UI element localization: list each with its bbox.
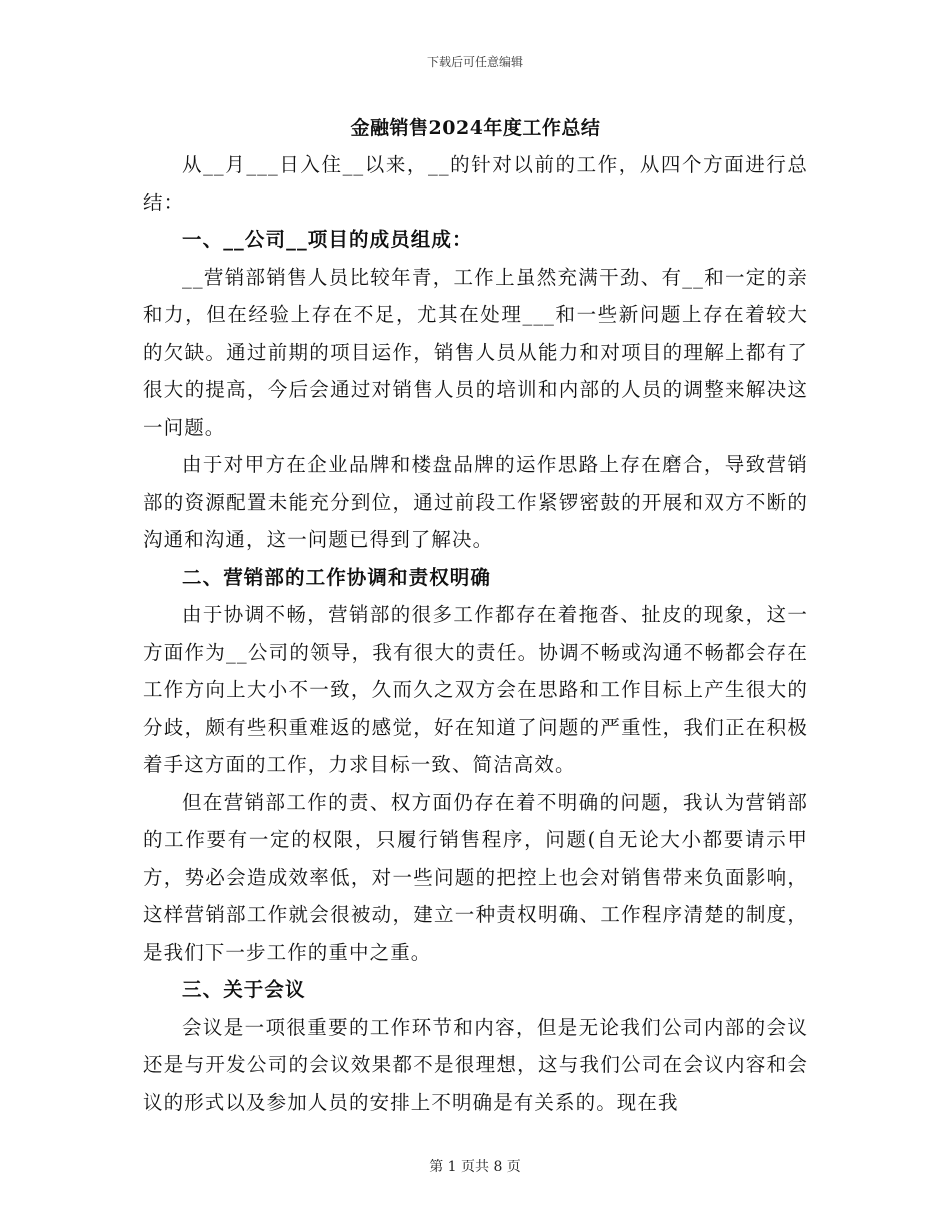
page-number: 第 1 页共 8 页 (429, 1159, 521, 1175)
section-3-paragraph-1: 会议是一项很重要的工作环节和内容，但是无论我们公司内部的会议还是与开发公司的会议效果都不是很理想，这与我们公司在会议内容和会议的形式以及参加人员的安排上不明确是有关系的。现在我 (143, 1015, 808, 1114)
section-2-paragraph-2: 但在营销部工作的责、权方面仍存在着不明确的问题，我认为营销部的工作要有一定的权限，只履行销售程序，问题(自无论大小都要请示甲方，势必会造成效率低，对一些问题的把控上也会对销售带来负面影响，这样营销部工作就会很被动，建立一种责权明确、工作程序清楚的制度，是我们下一步工作的重中之重。 (143, 790, 808, 964)
intro-paragraph: 从__月___日入住__以来，__的针对以前的工作，从四个方面进行总结： (143, 153, 808, 214)
document-page (143, 110, 808, 1121)
section-heading-1: 一、__公司__项目的成员组成： (182, 228, 473, 251)
section-heading-2: 二、营销部的工作协调和责权明确 (182, 565, 492, 589)
document-title: 金融销售2024年度工作总结 (350, 117, 601, 139)
section-1-paragraph-2: 由于对甲方在企业品牌和楼盘品牌的运作思路上存在磨合，导致营销部的资源配置未能充分到位，通过前段工作紧锣密鼓的开展和双方不断的沟通和沟通，这一问题已得到了解决。 (143, 453, 808, 551)
section-heading-3: 三、关于会议 (182, 978, 306, 1001)
section-1-paragraph-1: __营销部销售人员比较年青，工作上虽然充满干劲、有__和一定的亲和力，但在经验上存在不足，尤其在处理___和一些新问题上存在着较大的欠缺。通过前期的项目运作，销售人员从能力和对项目的理解上都有了很大的提高，今后会通过对销售人员的培训和内部的人员的调整来解决这一问题。 (143, 265, 808, 439)
section-2-paragraph-1: 由于协调不畅，营销部的很多工作都存在着拖沓、扯皮的现象，这一方面作为__公司的领导，我有很大的责任。协调不畅或沟通不畅都会存在工作方向上大小不一致，久而久之双方会在思路和工作目标上产生很大的分歧，颇有些积重难返的感觉，好在知道了问题的严重性，我们正在积极着手这方面的工作，力求目标一致、简洁高效。 (143, 603, 808, 776)
header-note: 下载后可任意编辑 (426, 55, 523, 69)
